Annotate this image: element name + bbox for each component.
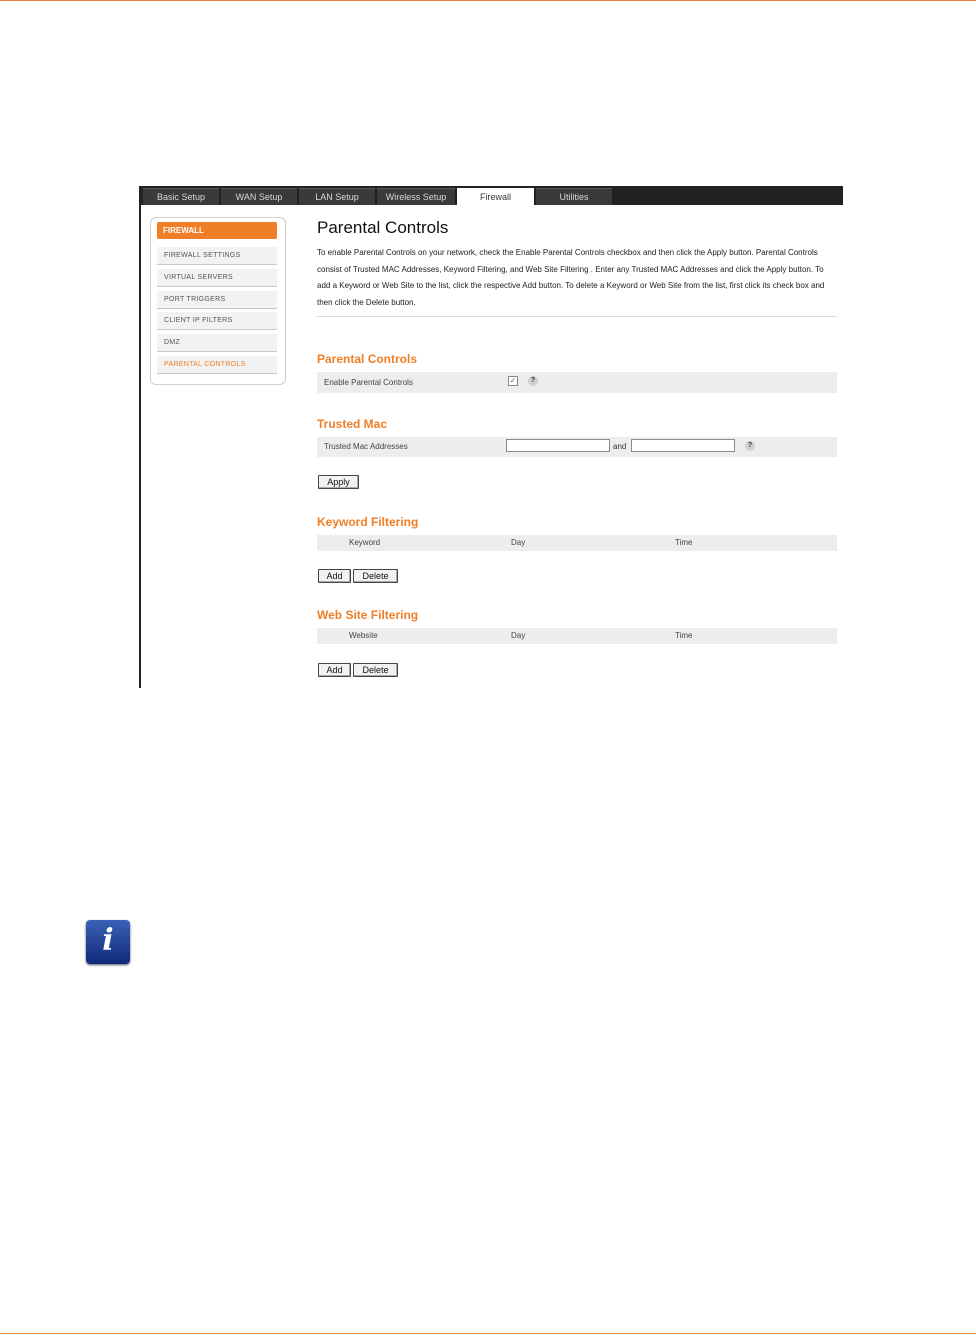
sidebar-item-port-triggers[interactable]: PORT TRIGGERS — [157, 291, 277, 309]
and-label: and — [613, 442, 627, 451]
enable-parental-label: Enable Parental Controls — [324, 378, 413, 387]
column-header-keyword: Keyword — [349, 538, 381, 547]
column-header-website: Website — [349, 631, 378, 640]
sidebar-item-client-ip-filters[interactable]: CLIENT IP FILTERS — [157, 312, 277, 330]
keyword-table-header — [317, 535, 837, 551]
sidebar-header: FIREWALL — [157, 222, 277, 239]
apply-button[interactable]: Apply — [318, 475, 359, 489]
trusted-mac-row — [317, 437, 837, 457]
column-header-day: Day — [511, 631, 526, 640]
tab-wan-setup[interactable]: WAN Setup — [221, 188, 297, 205]
enable-parental-checkbox[interactable]: ✓ — [509, 376, 517, 385]
trusted-mac-input-2[interactable] — [631, 439, 735, 452]
parental-controls-heading: Parental Controls — [317, 352, 418, 366]
keyword-delete-button[interactable]: Delete — [353, 569, 398, 583]
intro-text: To enable Parental Controls on your network, check the Enable Parental Controls checkbox and then click the Apply button. Parental Controls consist of Trusted MAC Addresses, Keyword Filtering, and Web Site Filtering . Enter any Trusted MAC Addresses and click the Apply button. To add a Keyword or Web Site to the list, click the respective Add button. To delete a Keyword or Web Site from the list, first click its check box and then click the Delete button. — [317, 248, 825, 307]
keyword-add-button[interactable]: Add — [318, 569, 351, 583]
trusted-mac-heading: Trusted Mac — [317, 417, 388, 431]
sidebar-item-dmz[interactable]: DMZ — [157, 334, 277, 352]
page-title: Parental Controls — [317, 218, 449, 237]
info-icon: i — [86, 920, 130, 964]
website-table-header — [317, 628, 837, 644]
tab-firewall[interactable]: Firewall — [457, 188, 534, 205]
help-icon[interactable]: ? — [528, 376, 538, 386]
sidebar-item-firewall-settings[interactable]: FIREWALL SETTINGS — [157, 247, 277, 265]
website-filtering-heading: Web Site Filtering — [317, 608, 419, 622]
router-ui-screenshot — [139, 186, 843, 688]
section-divider — [317, 316, 837, 317]
main-tab-bar — [141, 186, 843, 205]
enable-parental-row — [317, 372, 837, 393]
column-header-day: Day — [511, 538, 526, 547]
tab-lan-setup[interactable]: LAN Setup — [299, 188, 375, 205]
trusted-mac-input-1[interactable] — [506, 439, 610, 452]
tab-utilities[interactable]: Utilities — [536, 188, 612, 205]
column-header-time: Time — [675, 631, 693, 640]
header-rule — [0, 0, 976, 1]
website-delete-button[interactable]: Delete — [353, 663, 398, 677]
keyword-filtering-heading: Keyword Filtering — [317, 515, 419, 529]
trusted-mac-label: Trusted Mac Addresses — [324, 442, 408, 451]
tab-basic-setup[interactable]: Basic Setup — [143, 188, 219, 205]
column-header-time: Time — [675, 538, 693, 547]
tab-wireless-setup[interactable]: Wireless Setup — [377, 188, 455, 205]
website-add-button[interactable]: Add — [318, 663, 351, 677]
firewall-sidebar — [150, 217, 286, 385]
sidebar-item-virtual-servers[interactable]: VIRTUAL SERVERS — [157, 269, 277, 287]
footer-rule — [0, 1333, 976, 1334]
sidebar-item-parental-controls[interactable]: PARENTAL CONTROLS — [157, 356, 277, 374]
help-icon[interactable]: ? — [745, 441, 755, 451]
